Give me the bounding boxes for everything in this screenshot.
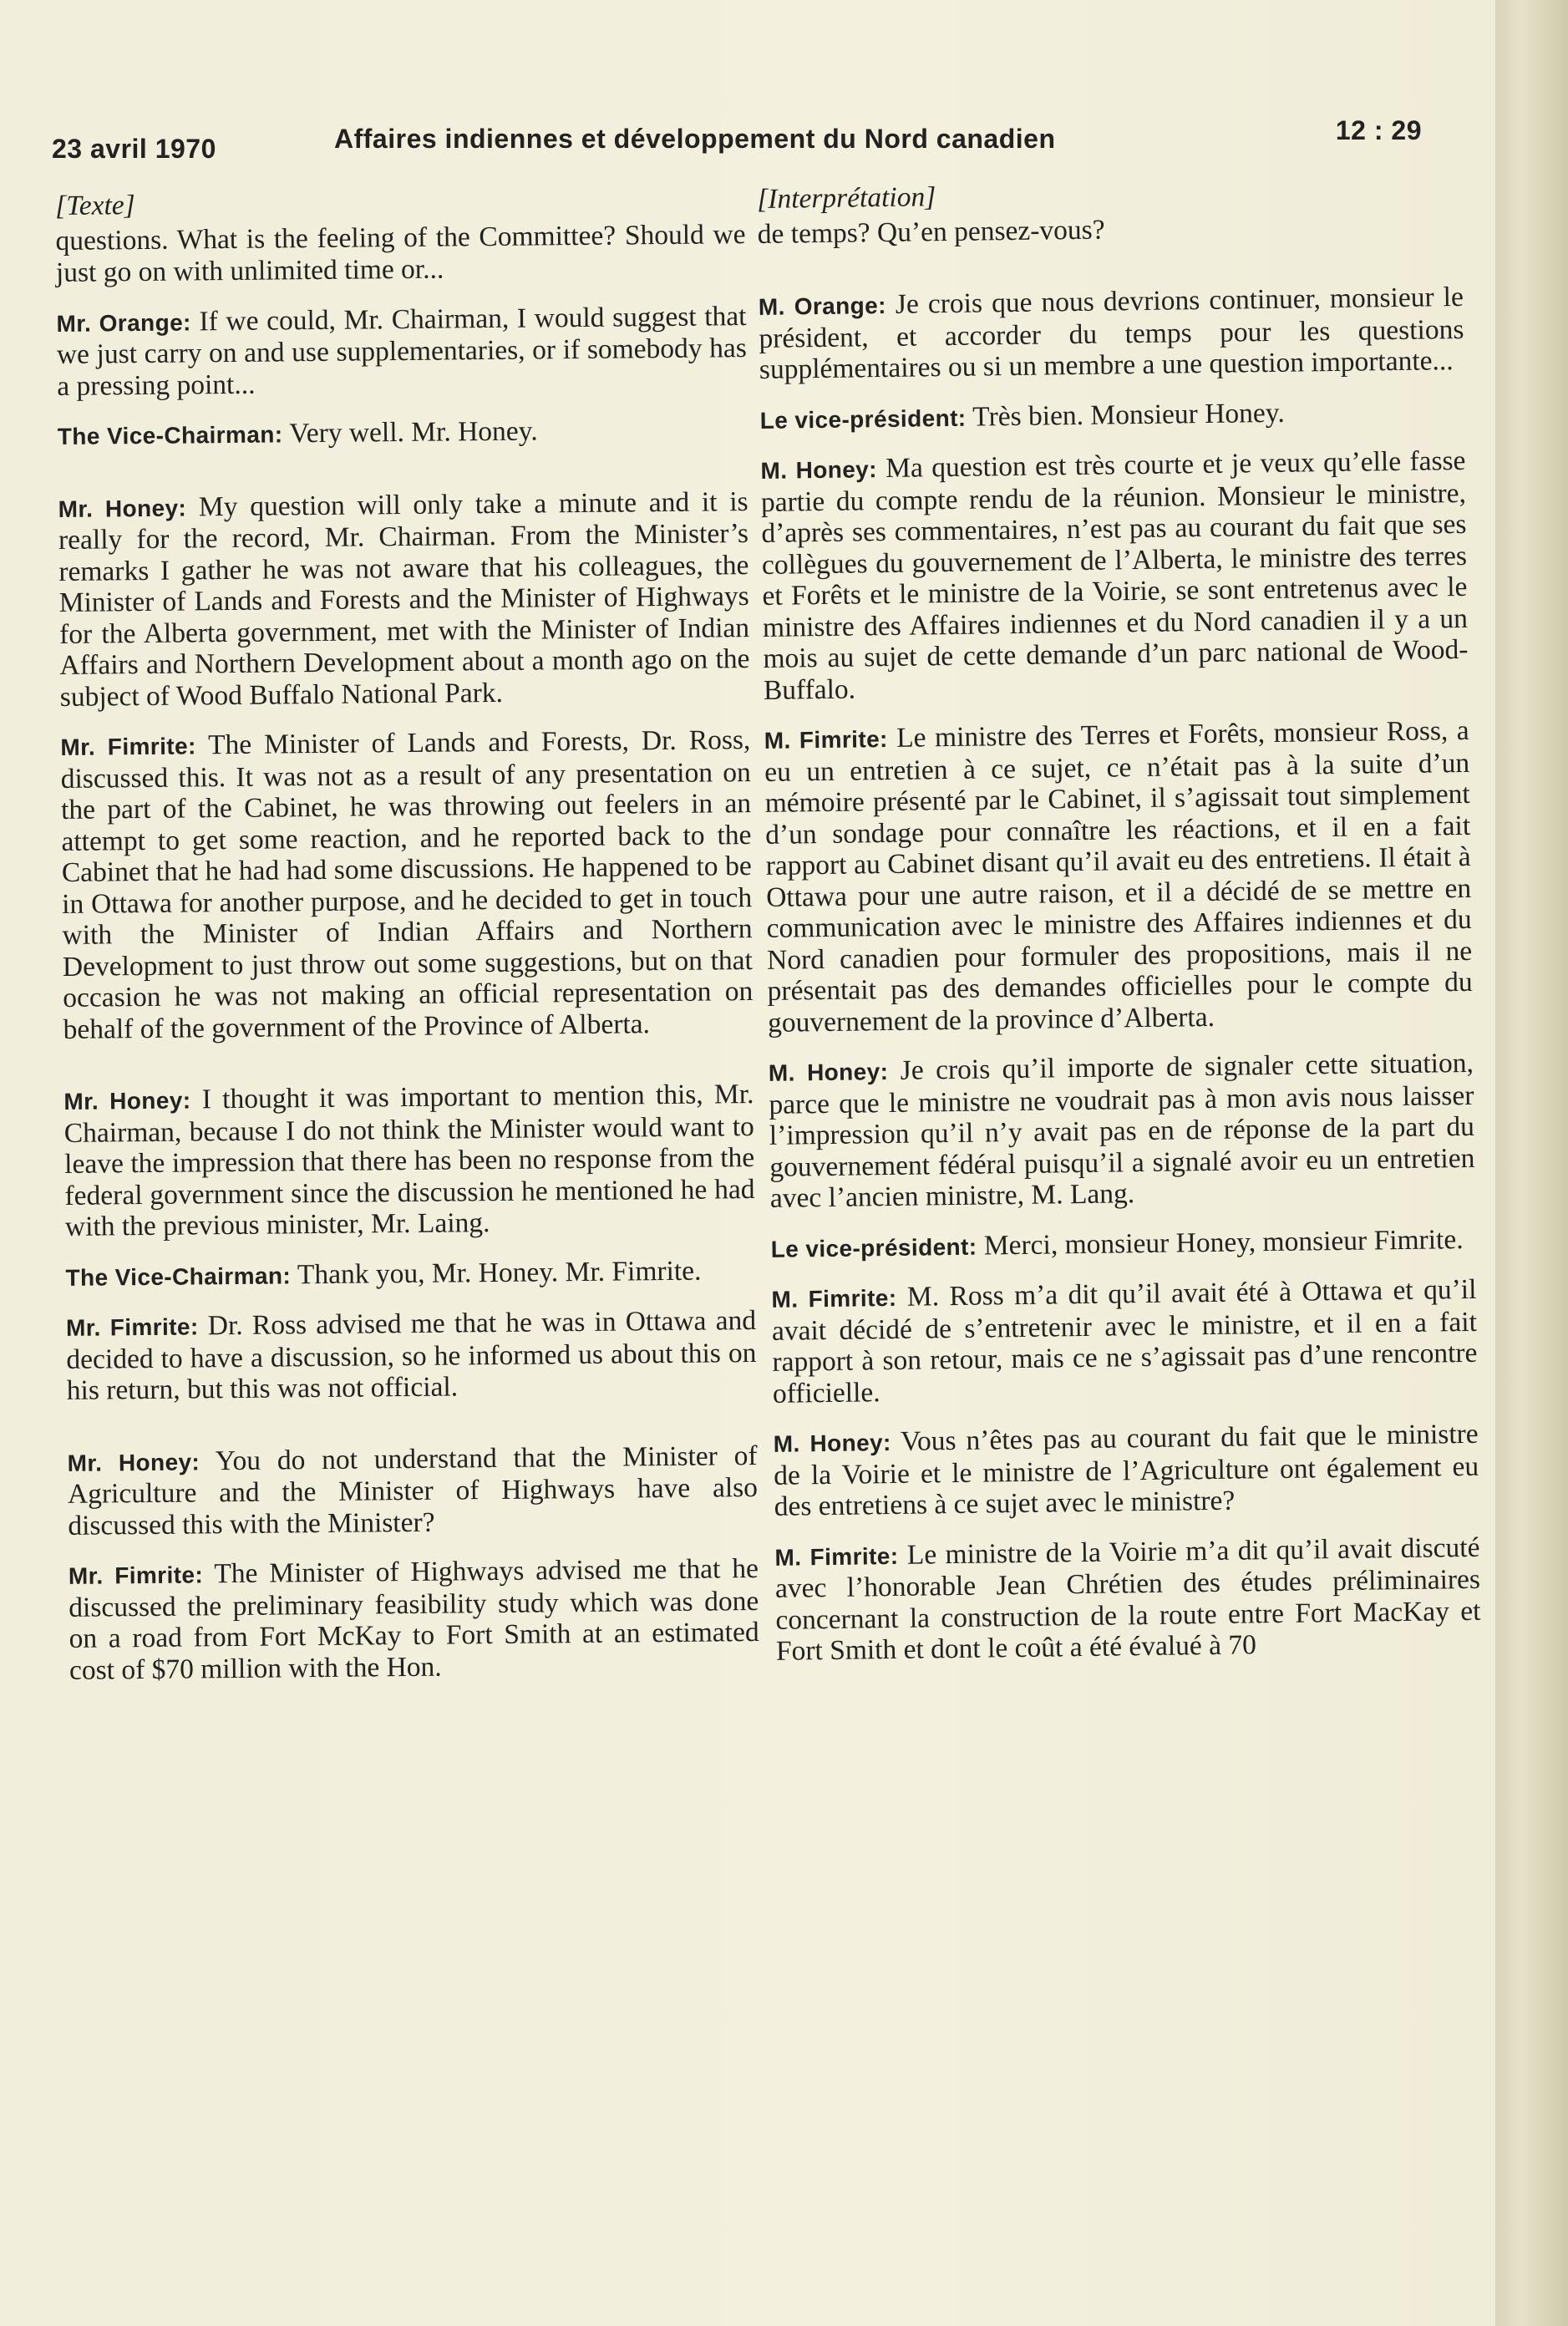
- speaker-name: M. Honey:: [773, 1430, 891, 1457]
- speech-text: You do not understand that the Minister of Agriculture and the Minister of Highways have also discussed this with the Minister?: [67, 1440, 759, 1541]
- paragraph: [69, 1553, 759, 1686]
- speaker-name: M. Fimrite:: [764, 726, 888, 754]
- speaker-name: The Vice-Chairman:: [57, 421, 283, 449]
- speaker-name: Mr. Fimrite:: [60, 733, 196, 760]
- speaker-name: M. Fimrite:: [771, 1284, 897, 1313]
- language-marker: [Texte]: [55, 190, 135, 221]
- speaker-name: Mr. Honey:: [67, 1448, 200, 1476]
- language-marker: [Interprétation]: [757, 181, 936, 215]
- speaker-name: Le vice-président:: [770, 1233, 977, 1262]
- speech-text: Dr. Ross advised me that he was in Ottawa and decided to have a discussion, so he informed us about this on his return, but this was not official.: [66, 1305, 757, 1406]
- speech-text: My question will only take a minute and it is really for the record, Mr. Chairman. From the Minister’s remarks I gather he was not aware that his colleagues, the Minister of Lands and Forests and the Minister of Highways for the Alberta government, met with the Minister of Indian Affairs and Northern Development about a month ago on the subject of Wood Buffalo National Park.: [58, 485, 750, 713]
- paragraph: [65, 1255, 755, 1293]
- speaker-name: Mr. Fimrite:: [65, 1313, 199, 1341]
- speech-text: M. Ross m’a dit qu’il avait été à Ottawa et qu’il avait décidé de s’entretenir avec le ministre, et il en a fait rapport à son retour, mais ce ne s’agissait pas d’une rencontre officielle.: [771, 1273, 1478, 1409]
- speech-text: The Minister of Highways advised me that he discussed the preliminary feasibility study which was done on a road from Fort McKay to Fort Smith at an estimated cost of $70 million with the Hon.: [69, 1552, 759, 1686]
- header-title: Affaires indiennes et développement du Nord canadien: [334, 124, 1056, 154]
- speaker-name: Le vice-président:: [759, 404, 967, 434]
- speech-text: The Minister of Lands and Forests, Dr. Ross, discussed this. It was not as a result of any presentation on the part of the Cabinet, he was throwing out feelers in an attempt to get some reaction, and he reported back to the Cabinet that he had had some discussions. He happened to be in Ottawa for another purpose, and he decided to get in touch with the Minister of Indian Affairs and Northern Development to just throw out some suggestions, but on that occasion he was not making an official representation on behalf of the government of the Province of Alberta.: [60, 724, 754, 1045]
- speech-text: Ma question est très courte et je veux qu’elle fasse partie du compte rendu de la réunion. Monsieur le ministre, d’après ses commentaires, n’est pas au courant du fait que ses collègues du gouvernement de l’Alberta, le ministre des terres et Forêts et le ministre de la Voirie, se sont entretenus avec le ministre des Affaires indiennes et du Nord canadien il y a un mois au sujet de cette demande d’un parc national de Wood-Buffalo.: [760, 444, 1469, 706]
- paragraph: [759, 282, 1464, 386]
- speaker-name: Mr. Honey:: [58, 495, 187, 522]
- speech-text: Je crois que nous devrions continuer, monsieur le président, et accorder du temps pour les questions supplémentaires ou si un membre a une question importante...: [759, 281, 1464, 385]
- speech-text: Merci, monsieur Honey, monsieur Fimrite.: [983, 1223, 1464, 1262]
- paragraph: [774, 1531, 1481, 1667]
- speech-text: Je crois qu’il importe de signaler cette situation, parce que le ministre ne voudrait pas à mon avis nous laisser l’impression qu’il n’y avait pas en de réponse de la part du gouvernement fédéral puisqu’il a signalé avoir eu un entretien avec l’ancien ministre, M. Lang.: [769, 1047, 1475, 1214]
- page-number: 12 : 29: [1335, 115, 1422, 145]
- speech-text: de temps? Qu’en pensez-vous?: [757, 214, 1105, 250]
- running-header: [52, 115, 1422, 165]
- speaker-name: Mr. Orange:: [56, 308, 191, 337]
- paragraph: [58, 414, 748, 452]
- paragraph: [759, 394, 1464, 436]
- paragraph: [55, 219, 746, 289]
- speaker-name: M. Honey:: [760, 456, 878, 484]
- page-edge: [1495, 0, 1568, 2326]
- speech-text: Le ministre de la Voirie m’a dit qu’il avait discuté avec l’honorable Jean Chrétien des études préliminaires concernant la construction de la route entre Fort MacKay et Fort Smith et dont le coût a été évalué à 70: [774, 1531, 1481, 1667]
- paragraph: [66, 1305, 757, 1406]
- paragraph: [773, 1419, 1479, 1523]
- paragraph: [760, 445, 1469, 706]
- paragraph: [63, 1079, 755, 1242]
- speaker-name: Mr. Fimrite:: [68, 1562, 204, 1589]
- speaker-name: M. Fimrite:: [774, 1542, 899, 1571]
- left-column: [55, 184, 759, 1686]
- speaker-name: The Vice-Chairman:: [65, 1262, 292, 1291]
- header-date: 23 avril 1970: [52, 134, 216, 164]
- paragraph: [60, 724, 754, 1045]
- speech-text: Le ministre des Terres et Forêts, monsieur Ross, a eu un entretien à ce sujet, ce n’était pas à la suite d’un mémoire présenté par le Cabinet, il s’agissait tout simplement d’un sondage pour connaître les réactions, et il en a fait rapport au Cabinet disant qu’il avait eu des entretiens. Il était à Ottawa pour une autre raison, et il a décidé de se mettre en communication avec le ministre des Affaires indiennes et du Nord canadien pour formuler des propositions, mais il ne présentait pas des demandes officielles pour le compte du gouvernement de la province d’Alberta.: [764, 714, 1473, 1039]
- speech-text: I thought it was important to mention this, Mr. Chairman, because I do not think the Minister would want to leave the impression that there has been no response from the federal government since the discussion he mentioned he had with the previous minister, Mr. Laing.: [63, 1079, 755, 1242]
- speaker-name: Mr. Honey:: [63, 1087, 191, 1115]
- paragraph: [769, 1048, 1475, 1215]
- paragraph: [758, 209, 1463, 251]
- paragraph: [67, 1440, 758, 1541]
- speech-text: Très bien. Monsieur Honey.: [972, 397, 1285, 433]
- paragraph: [770, 1223, 1475, 1265]
- paragraph: [764, 715, 1473, 1039]
- speaker-name: M. Honey:: [768, 1059, 889, 1086]
- speech-text: questions. What is the feeling of the Committee? Should we just go on with unlimited time or...: [55, 218, 746, 288]
- speech-text: Vous n’êtes pas au courant du fait que le ministre de la Voirie et le ministre de l’Agriculture ont également eu des entretiens à ce sujet avec le ministre?: [773, 1418, 1479, 1522]
- paragraph: [56, 301, 747, 402]
- paragraph: [58, 486, 749, 713]
- paragraph: [771, 1274, 1478, 1409]
- speaker-name: M. Orange:: [758, 292, 887, 320]
- speech-text: If we could, Mr. Chairman, I would suggest that we just carry on and use supplementaries, or if somebody has a pressing point...: [56, 300, 748, 402]
- speech-text: Thank you, Mr. Honey. Mr. Fimrite.: [297, 1255, 702, 1290]
- right-column: [757, 175, 1481, 1667]
- speech-text: Very well. Mr. Honey.: [289, 415, 538, 449]
